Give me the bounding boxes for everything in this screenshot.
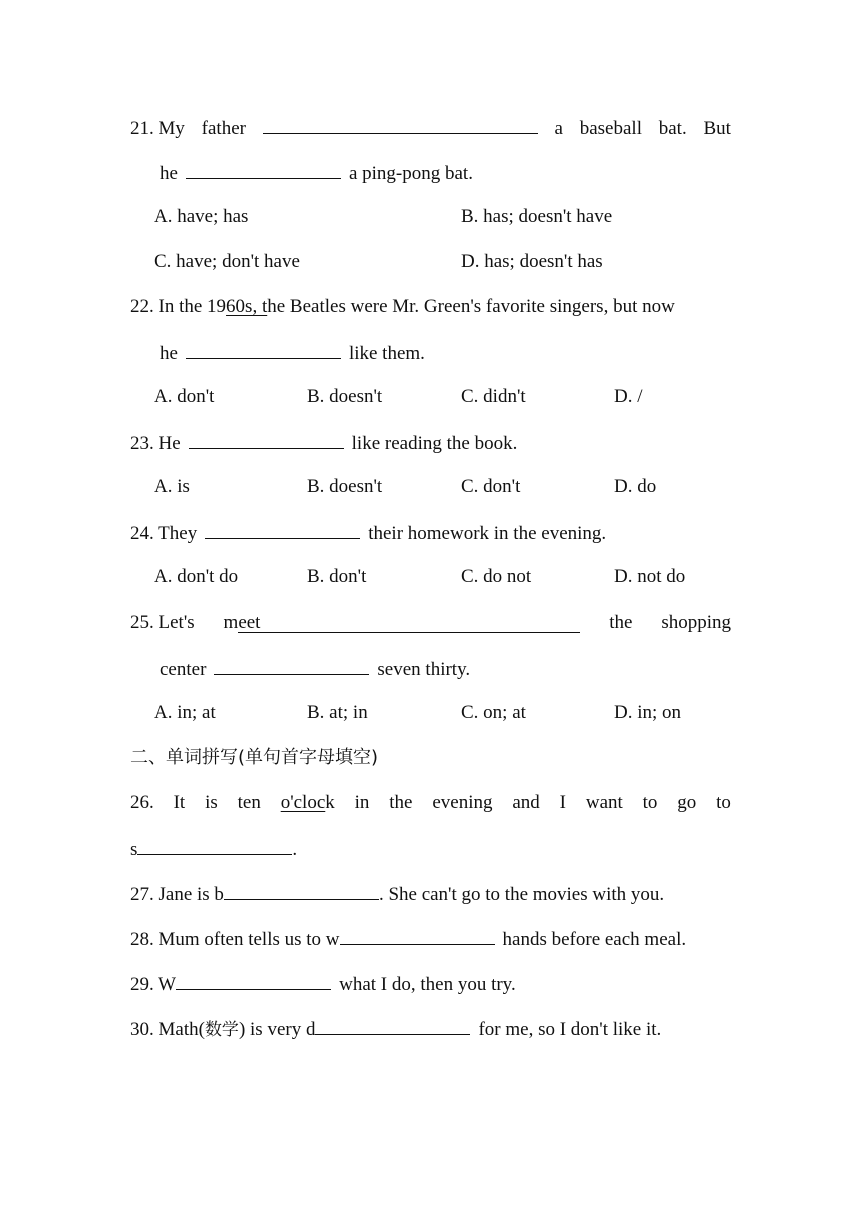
option-b[interactable]: B. doesn't xyxy=(307,476,383,497)
q21-line2 xyxy=(160,159,731,185)
answer-blank[interactable] xyxy=(189,429,344,449)
option-a[interactable]: A. in; at xyxy=(154,702,216,723)
option-d[interactable]: D. do xyxy=(614,476,657,497)
q23-pre: 23. He xyxy=(130,433,181,454)
answer-blank[interactable] xyxy=(176,970,331,990)
q25-word: the xyxy=(609,612,633,633)
option-b[interactable]: B. doesn't xyxy=(307,386,383,407)
q25-meet-m: m xyxy=(223,612,239,633)
q21-word: 21. My xyxy=(130,118,185,139)
q21-line1 xyxy=(130,114,731,140)
q26-word: is xyxy=(205,792,218,813)
q25-line2-pre: center xyxy=(160,659,207,680)
q25-meet xyxy=(224,610,581,636)
answer-blank[interactable] xyxy=(238,613,580,633)
q29-pre: 29. W xyxy=(130,974,177,995)
answer-blank[interactable] xyxy=(340,925,495,945)
q24-pre: 24. They xyxy=(130,523,198,544)
q26-oclock xyxy=(281,790,335,816)
answer-blank[interactable] xyxy=(315,1015,470,1035)
q21-options-row2 xyxy=(154,249,731,275)
q22-line1 xyxy=(130,294,731,320)
option-c[interactable]: C. don't xyxy=(461,476,521,497)
q25-line2-post: seven thirty. xyxy=(377,659,471,680)
q26-line2-pre: s xyxy=(130,839,138,860)
q30-pre: 30. Math( xyxy=(130,1019,205,1040)
option-b[interactable]: B. don't xyxy=(307,566,367,587)
q25-line2 xyxy=(160,655,731,681)
option-a[interactable]: A. don't do xyxy=(154,566,239,587)
q26-k: k xyxy=(325,792,335,813)
q21-word: bat. xyxy=(658,118,687,139)
q24-options xyxy=(154,564,731,590)
answer-blank[interactable] xyxy=(214,655,369,675)
answer-blank[interactable] xyxy=(186,339,341,359)
q26-word: ten xyxy=(237,792,261,813)
q24-post: their homework in the evening. xyxy=(368,523,607,544)
q26-word: go xyxy=(677,792,697,813)
q25-meet-underlined: eet xyxy=(238,612,261,633)
q22-text-a: 22. In the 19 xyxy=(130,296,227,317)
q26-word: and xyxy=(512,792,540,813)
q30-cjk: 数学 xyxy=(204,1020,239,1040)
q27-pre: 27. Jane is b xyxy=(130,884,224,905)
answer-blank[interactable] xyxy=(137,835,292,855)
q26-word: want xyxy=(585,792,623,813)
q21-word: father xyxy=(201,118,246,139)
q30-line xyxy=(130,1015,731,1041)
answer-blank[interactable] xyxy=(224,880,379,900)
q22-underlined: 60s, t xyxy=(226,296,268,317)
q26-word: the xyxy=(389,792,413,813)
q22-line2-post: like them. xyxy=(348,343,425,364)
q21-word: baseball xyxy=(579,118,642,139)
q26-line2 xyxy=(130,835,731,861)
q28-post: hands before each meal. xyxy=(502,929,687,950)
q23-post: like reading the book. xyxy=(351,433,518,454)
q24-line xyxy=(130,519,731,545)
q29-post: what I do, then you try. xyxy=(339,974,516,995)
q23-line xyxy=(130,429,731,455)
option-a[interactable]: A. don't xyxy=(154,386,215,407)
q21-line2-post: a ping-pong bat. xyxy=(348,163,473,184)
q27-post: . She can't go to the movies with you. xyxy=(378,884,665,905)
option-d[interactable]: D. has; doesn't has xyxy=(461,251,603,272)
q26-underlined: o'cloc xyxy=(280,792,326,813)
q21-line2-pre: he xyxy=(160,163,178,184)
answer-blank[interactable] xyxy=(186,159,341,179)
answer-blank[interactable] xyxy=(263,114,538,134)
q25-line1 xyxy=(130,610,731,636)
q28-line xyxy=(130,925,731,951)
option-b[interactable]: B. at; in xyxy=(307,702,368,723)
q28-pre: 28. Mum often tells us to w xyxy=(130,929,340,950)
option-c[interactable]: C. do not xyxy=(461,566,532,587)
option-d[interactable]: D. / xyxy=(614,386,643,407)
q26-word: I xyxy=(559,792,566,813)
option-c[interactable]: C. on; at xyxy=(461,702,526,723)
q26-word: It xyxy=(173,792,186,813)
q25-word: shopping xyxy=(661,612,731,633)
q22-text-b: he Beatles were Mr. Green's favorite singers, but now xyxy=(267,296,675,317)
q21-word: But xyxy=(703,118,731,139)
q25-text-a: 25. Let's xyxy=(130,612,195,633)
option-a[interactable]: A. have; has xyxy=(154,206,249,227)
option-d[interactable]: D. not do xyxy=(614,566,686,587)
answer-blank[interactable] xyxy=(205,519,360,539)
q26-line2-post: . xyxy=(292,839,298,860)
q26-word: 26. xyxy=(130,792,154,813)
q27-line xyxy=(130,880,731,906)
q30-post: for me, so I don't like it. xyxy=(478,1019,662,1040)
q22-options xyxy=(154,384,731,410)
section-heading: 二、单词拼写(单句首字母填空) xyxy=(130,747,379,768)
option-c[interactable]: C. have; don't have xyxy=(154,251,300,272)
option-c[interactable]: C. didn't xyxy=(461,386,526,407)
q26-line1 xyxy=(130,790,731,816)
q26-word: evening xyxy=(432,792,493,813)
q26-word: to xyxy=(716,792,731,813)
option-a[interactable]: A. is xyxy=(154,476,190,497)
q22-line2 xyxy=(160,339,731,365)
q30-mid: ) is very d xyxy=(238,1019,316,1040)
q22-line2-pre: he xyxy=(160,343,178,364)
q23-options xyxy=(154,474,731,500)
q29-line xyxy=(130,970,731,996)
option-b[interactable]: B. has; doesn't have xyxy=(461,206,613,227)
option-d[interactable]: D. in; on xyxy=(614,702,682,723)
q26-word: to xyxy=(642,792,658,813)
q21-options-row1 xyxy=(154,204,731,230)
q25-options xyxy=(154,700,731,726)
q21-word: a xyxy=(554,118,563,139)
q26-word: in xyxy=(354,792,370,813)
